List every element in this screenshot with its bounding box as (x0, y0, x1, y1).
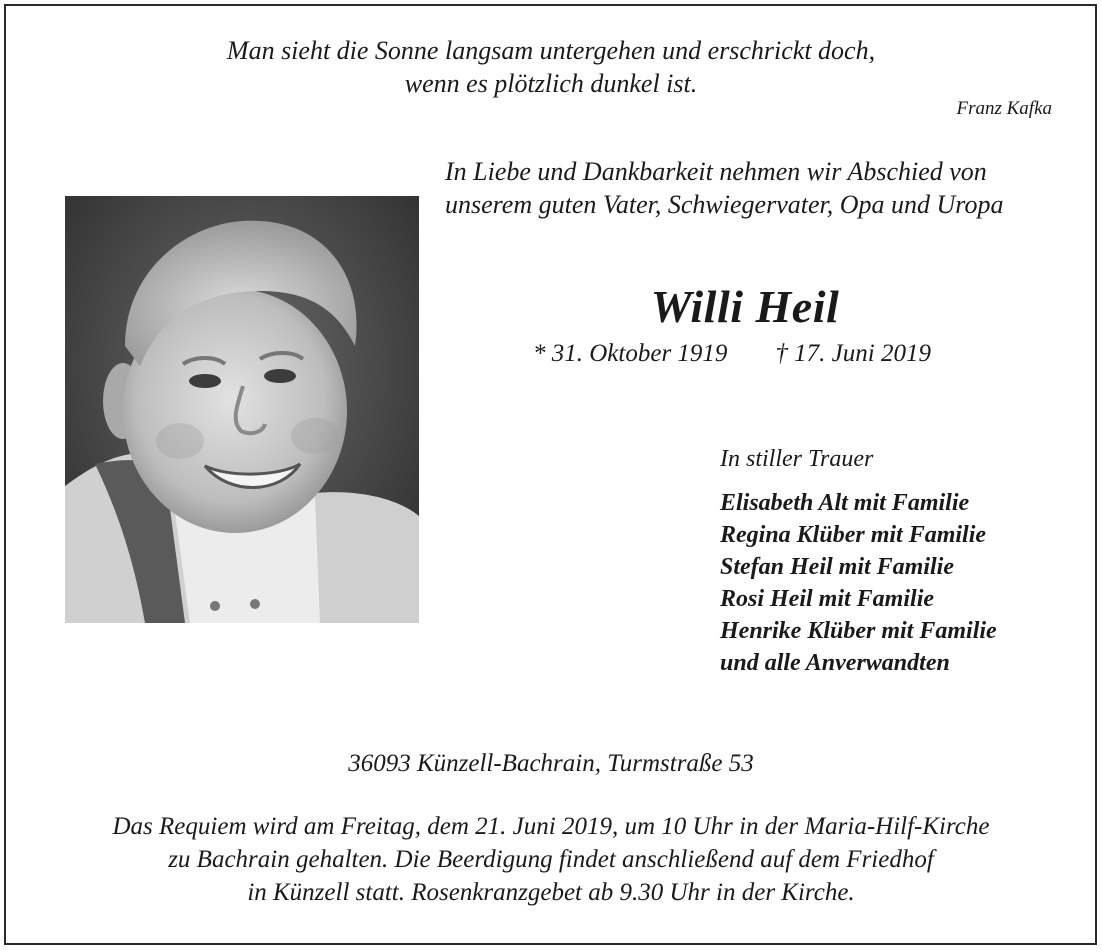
quote-line-2: wenn es plötzlich dunkel ist. (404, 69, 698, 98)
portrait-photo (65, 196, 419, 623)
mourner-item: Rosi Heil mit Familie (720, 586, 935, 612)
mourner-item: und alle Anverwandten (720, 650, 950, 676)
farewell-text (445, 155, 1003, 221)
death-date: † 17. Juni 2019 (775, 340, 931, 367)
mourners-list (720, 487, 997, 679)
mourner-item: Regina Klüber mit Familie (720, 522, 987, 548)
farewell-line-2: unserem guten Vater, Schwiegervater, Opa und Uropa (445, 190, 1004, 219)
mourner-item: Stefan Heil mit Familie (720, 554, 954, 580)
requiem-text (0, 810, 1102, 909)
farewell-line-1: In Liebe und Dankbarkeit nehmen wir Abschied von (445, 157, 987, 186)
address: 36093 Künzell-Bachrain, Turmstraße 53 (348, 750, 754, 777)
mourner-item: Elisabeth Alt mit Familie (720, 490, 970, 516)
requiem-line-3: in Künzell statt. Rosenkranzgebet ab 9.30 Uhr in der Kirche. (247, 879, 855, 906)
mourner-item: Henrike Klüber mit Familie (720, 618, 997, 644)
quote-line-1: Man sieht die Sonne langsam untergehen und erschrickt doch, (226, 36, 876, 65)
quote-author: Franz Kafka (956, 98, 1052, 119)
mourning-heading: In stiller Trauer (720, 446, 874, 472)
deceased-name: Willi Heil (650, 281, 840, 332)
requiem-line-2: zu Bachrain gehalten. Die Beerdigung findet anschließend auf dem Friedhof (168, 846, 934, 873)
birth-date: * 31. Oktober 1919 (533, 340, 728, 367)
requiem-line-1: Das Requiem wird am Freitag, dem 21. Juni 2019, um 10 Uhr in der Maria-Hilf-Kirche (112, 813, 990, 840)
life-dates (533, 340, 931, 368)
